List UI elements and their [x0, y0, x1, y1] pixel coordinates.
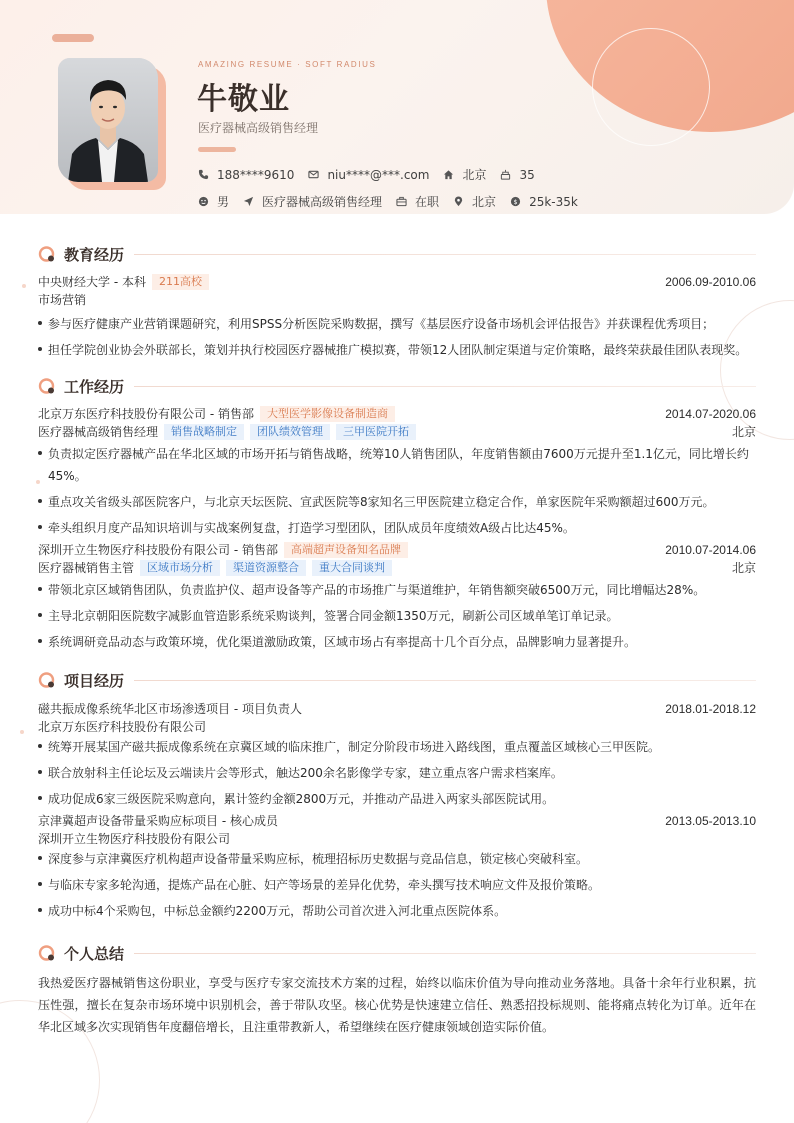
- decorative-ring: [592, 28, 710, 146]
- project-bullet: 与临床专家多轮沟通，提炼产品在心脏、妇产等场景的差异化优势，牵头撰写技术响应文件及报价策略。: [38, 874, 756, 896]
- job-date: 2010.07-2014.06: [665, 543, 756, 557]
- profile-info-row: [198, 193, 592, 210]
- job-date: 2014.07-2020.06: [665, 407, 756, 421]
- section-marker-icon: [38, 944, 56, 962]
- email-item: [308, 168, 429, 182]
- projects-header: [38, 670, 756, 690]
- education-date: 2006.09-2010.06: [665, 275, 756, 289]
- gender-icon: [198, 196, 209, 207]
- salary-icon: [510, 196, 521, 207]
- skill-tag: 重大合同谈判: [312, 560, 392, 576]
- project-bullet: 深度参与京津冀医疗机构超声设备带量采购应标，梳理招标历史数据与竞品信息，锁定核心突破科室。: [38, 848, 756, 870]
- salary-item: [510, 195, 578, 209]
- education-section: [38, 244, 756, 361]
- job-bullet: 带领北京区域销售团队，负责监护仪、超声设备等产品的市场推广与渠道维护，年销售额突破6500万元，同比增幅达28%。: [38, 579, 756, 601]
- company-name: 深圳开立生物医疗科技股份有限公司 - 销售部: [38, 543, 278, 557]
- job-bullet: 负责拟定医疗器械产品在华北区域的市场开拓与销售战略，统筹10人销售团队，年度销售额由7600万元提升至1.1亿元，同比增长约45%。: [38, 443, 756, 487]
- work-header: [38, 376, 756, 396]
- target-position-text: 医疗器械高级销售经理: [262, 195, 383, 209]
- target-position-item: [243, 193, 382, 210]
- school-tag: 211高校: [152, 274, 209, 290]
- mail-icon: [308, 169, 319, 180]
- job-bullet: 主导北京朝阳医院数字减影血管造影系统采购谈判，签署合同金额1350万元，刷新公司区域单笔订单记录。: [38, 605, 756, 627]
- status-item: [396, 193, 439, 210]
- name-accent-bar: [198, 147, 236, 152]
- project-org: 北京万东医疗科技股份有限公司: [38, 720, 207, 734]
- hometown-item: [443, 166, 486, 183]
- project-date: 2018.01-2018.12: [665, 702, 756, 716]
- section-title: 项目经历: [64, 671, 125, 690]
- section-divider: [134, 386, 756, 387]
- candidate-name: 牛敬业: [197, 82, 290, 117]
- hometown-text: 北京: [462, 168, 487, 182]
- education-school-line: [38, 273, 209, 291]
- job-city: 北京: [731, 425, 756, 439]
- status-text: 在职: [415, 195, 440, 209]
- cake-icon: [500, 169, 511, 180]
- job-header: [38, 541, 756, 559]
- company-tag: 大型医学影像设备制造商: [260, 406, 395, 422]
- section-marker-icon: [38, 377, 56, 395]
- salary-text: 25k-35k: [529, 194, 578, 209]
- send-icon: [243, 196, 254, 207]
- section-divider: [134, 953, 756, 954]
- project-bullet: 成功中标4个采购包，中标总金额约2200万元，帮助公司首次进入河北重点医院体系。: [38, 900, 756, 922]
- decorative-dot: [20, 730, 24, 734]
- job-company-line: [38, 541, 408, 559]
- section-divider: [134, 680, 756, 681]
- skill-tag: 区域市场分析: [140, 560, 220, 576]
- education-bullet: 担任学院创业协会外联部长，策划并执行校园医疗器械推广模拟赛，带领12人团队制定渠道与定价策略，最终荣获最佳团队表现奖。: [38, 339, 756, 361]
- phone-icon: [198, 169, 209, 180]
- job-position-row: [38, 423, 756, 441]
- location-pin-icon: [453, 196, 464, 207]
- profile-photo: [58, 58, 158, 182]
- skill-tag: 销售战略制定: [164, 424, 244, 440]
- company-tag: 高端超声设备知名品牌: [284, 542, 408, 558]
- job-header: [38, 405, 756, 423]
- gender-text: 男: [217, 195, 230, 209]
- job-bullet: 牵头组织月度产品知识培训与实战案例复盘，打造学习型团队，团队成员年度绩效A级占比达45%。: [38, 517, 756, 539]
- education-entry-header: [38, 273, 756, 291]
- company-name: 北京万东医疗科技股份有限公司 - 销售部: [38, 407, 254, 421]
- project-date: 2013.05-2013.10: [665, 814, 756, 828]
- summary-header: [38, 943, 756, 963]
- home-icon: [443, 169, 454, 180]
- candidate-title: 医疗器械高级销售经理: [198, 121, 319, 135]
- skill-tag: 三甲医院开拓: [336, 424, 416, 440]
- project-header: [38, 700, 756, 718]
- decorative-dot: [22, 284, 26, 288]
- job-position-line: [38, 559, 392, 577]
- job-city: 北京: [731, 561, 756, 575]
- section-title: 教育经历: [64, 245, 125, 264]
- summary-text: 我热爱医疗器械销售这份职业，享受与医疗专家交流技术方案的过程，始终以临床价值为导向推动业务落地。具备十余年行业积累，抗压性强，擅长在复杂市场环境中识别机会，善于带队攻坚。核心优势是快速建立信任、熟悉招投标规则、能将痛点转化为订单。近年在华北区域多次实现销售年度翻倍增长，且注重带教新人，希望继续在医疗健康领域创造实际价值。: [38, 976, 756, 1034]
- section-title: 工作经历: [64, 377, 125, 396]
- section-divider: [134, 254, 756, 255]
- svg-text:$: $: [513, 197, 518, 206]
- position-name: 医疗器械销售主管: [38, 561, 135, 575]
- projects-section: [38, 670, 756, 922]
- job-position-row: [38, 559, 756, 577]
- project-name: 磁共振成像系统华北区市场渗透项目 - 项目负责人: [38, 702, 302, 716]
- project-bullet: 统筹开展某国产磁共振成像系统在京冀区域的临床推广，制定分阶段市场进入路线图，重点覆盖区域核心三甲医院。: [38, 736, 756, 758]
- education-major: 市场营销: [38, 293, 87, 307]
- section-title: 个人总结: [64, 944, 125, 963]
- age-text: 35: [519, 167, 535, 182]
- work-section: [38, 376, 756, 653]
- email-text: niu****@***.com: [327, 167, 430, 182]
- resume-header: [0, 0, 794, 214]
- target-city-item: [453, 193, 496, 210]
- job-company-line: [38, 405, 395, 423]
- contact-info-row: [198, 166, 549, 183]
- age-item: [500, 168, 534, 182]
- briefcase-icon: [396, 196, 407, 207]
- header-kicker: AMAZING RESUME · SOFT RADIUS: [198, 60, 377, 69]
- summary-section: [38, 943, 756, 1038]
- gender-item: [198, 193, 229, 210]
- phone-item: [198, 168, 294, 182]
- section-marker-icon: [38, 671, 56, 689]
- header-accent-bar: [52, 34, 94, 42]
- phone-text: 188****9610: [217, 167, 295, 182]
- target-city-text: 北京: [472, 195, 497, 209]
- position-name: 医疗器械高级销售经理: [38, 425, 159, 439]
- education-header: [38, 244, 756, 264]
- project-org: 深圳开立生物医疗科技股份有限公司: [38, 832, 231, 846]
- job-bullet: 重点攻关省级头部医院客户，与北京天坛医院、宣武医院等8家知名三甲医院建立稳定合作，单家医院年采购额超过600万元。: [38, 491, 756, 513]
- job-bullet: 系统调研竞品动态与政策环境，优化渠道激励政策，区域市场占有率提高十几个百分点，品牌影响力显著提升。: [38, 631, 756, 653]
- project-name: 京津冀超声设备带量采购应标项目 - 核心成员: [38, 814, 278, 828]
- skill-tag: 团队绩效管理: [250, 424, 330, 440]
- section-marker-icon: [38, 245, 56, 263]
- job-position-line: [38, 423, 416, 441]
- project-header: [38, 812, 756, 830]
- project-bullet: 联合放射科主任论坛及云端读片会等形式，触达200余名影像学专家，建立重点客户需求档案库。: [38, 762, 756, 784]
- skill-tag: 渠道资源整合: [226, 560, 306, 576]
- education-bullet: 参与医疗健康产业营销课题研究，利用SPSS分析医院采购数据，撰写《基层医疗设备市场机会评估报告》并获课程优秀项目；: [38, 313, 756, 335]
- school-name: 中央财经大学 - 本科: [38, 275, 146, 289]
- project-bullet: 成功促成6家三级医院采购意向，累计签约金额2800万元，并推动产品进入两家头部医院试用。: [38, 788, 756, 810]
